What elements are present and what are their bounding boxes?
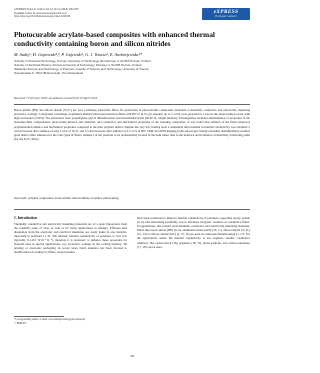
keywords — [14, 196, 250, 200]
author-list: M. Sadej¹, H. Gojzewski²,³, P. Gajewski¹, G. J. Vancso², E. Andrzejewska¹* — [14, 52, 142, 57]
divider-top — [14, 104, 250, 105]
keywords-label: Keywords: — [14, 196, 28, 200]
journal-header — [14, 8, 194, 19]
article-title: Photocurable acrylate-based composites with enhanced thermal conductivity containing boron and silicon nitrides — [14, 30, 215, 49]
journal-logo — [202, 8, 250, 20]
footnote-divider — [14, 316, 64, 317]
journal-logo-title: eXPRESS — [213, 9, 239, 15]
received-dates: Received 7 February 2018; accepted in revised form 10 April 2018 — [14, 96, 97, 100]
copyright: © BME-PT — [14, 321, 27, 325]
footnote — [14, 318, 127, 325]
journal-website[interactable]: Available online at www.expresspolymlett.com — [14, 11, 68, 15]
affiliation-line: ²Faculty of Technical Physics, Poznan University of Technology, Piotrowo 3, 60-965 Poznan, Poland — [14, 62, 142, 67]
keywords-list: polymer composites, boron nitride, silicon nitride, acrylates, photocuring — [28, 196, 119, 200]
left-column-text: Thermally conductive and electrically insulating materials are of a great importance from the scientific point of view, as well as for many applications in industry. Efficient heat dissipation from the electronic and electrical insulation are rarely found in one material, especially in polymers [1–3]. The intrinsic thermal conductivity of polymers is very low (typically 0.1–0.5 W·m⁻¹·K⁻¹), therefore it is necessary to enhance these properties for material used in special applications, e.g. protective coatings in the coating industry, 3D printing or electronic packaging. In recent years much attention has been devoted to modification of coatings by fillers, several studies — [14, 221, 127, 255]
affiliation-line: Drienerlolaan 5, 7522 NB Enschede, The Netherlands — [14, 70, 84, 75]
affiliations — [14, 60, 250, 76]
section-heading-introduction: 1. Introduction — [14, 216, 38, 220]
divider-bottom — [14, 209, 250, 210]
journal-logo-subtitle: Polymer Letters — [215, 15, 237, 18]
abstract: Boron nitride (BN) and silicon nitride (Si₃N₄) are very promising particulate fillers for production of photocurable composites dedicated to thermally conductive and electrically insulating protective coatings. Composites containing crosslinked methacrylate-based matrices filled with BN or Si₃N₄ (in amounts up to 5 wt%) were prepared in a fast in situ photocuring process with high conversion (>90%). The monomers were polyethylene glycol dimethacrylate and monomethacrylate (50/50 by weight mixture). Investigations included determination of properties of the monomer-filler compositions, photocuring kinetics and chemical, and conductive and mechanical properties of the resulting composites. It was found that addition of the fillers improves polymerization kinetics and mechanical properties compared to the pure polymer matrix. Despite the very low loading level a substantial improvement in thermal conductivity was obtained: a 4-fold increase after addition of only 2 wt% of Si₃N₄ and 2.5-fold increase after addition of 0.5 wt% of BN. SEM and AFM imaging (with nanoscopic Young's modulus determination) revealed good matrix-filler adhesion for the both types of fillers, tendency of the particles to be preferentially located in the bulk rather than at the interface and formation of thermally conducting paths (for the Si₃N₄ filler). — [14, 108, 250, 141]
right-column — [137, 216, 250, 249]
right-column-text: have been conducted to improve thermal conductivity of polymers, especially epoxy system [4–6]. One interesting possibility was to introduce inorganic ceramics as conductive fillers. In applications, that require both thermally conductive and electrically insulating materials, fillers like boron nitride (BN) [6–9], aluminum nitride (AlN) [10, 11], silicon nitride (Si₃N₄) [12–14] or silicon carbide (SiC) [2, 15, 16] are used in composite manufacturing [2, 17]. For the applications where the thermal conductivity is not required, another conductive additives, like carbon black [18], graphene [18, 19], metal particles, and carbon nanotubes [17, 18] can be used. — [137, 216, 250, 249]
affiliation-line: ¹Faculty of Chemical Technology, Poznan University of Technology, Berdychowo 4, 60-965 Poznan, Poland — [14, 59, 151, 63]
corresponding-author: *Corresponding author, e-mail: ewa.andrzejewska@put.poznan.pl — [14, 318, 86, 321]
page-number: 790 — [129, 354, 135, 358]
left-column — [14, 216, 127, 254]
journal-citation: eXPRESS Polymer Letters Vol.12, No.9 (2018) 790–807 — [14, 8, 79, 11]
affiliation-line: ³Materials Science and Technology of Polymers, Faculty of Science and Technology, University of Twente, — [14, 66, 150, 71]
journal-doi[interactable]: https://doi.org/10.3144/expresspolymlett.2018.68 — [14, 15, 71, 19]
